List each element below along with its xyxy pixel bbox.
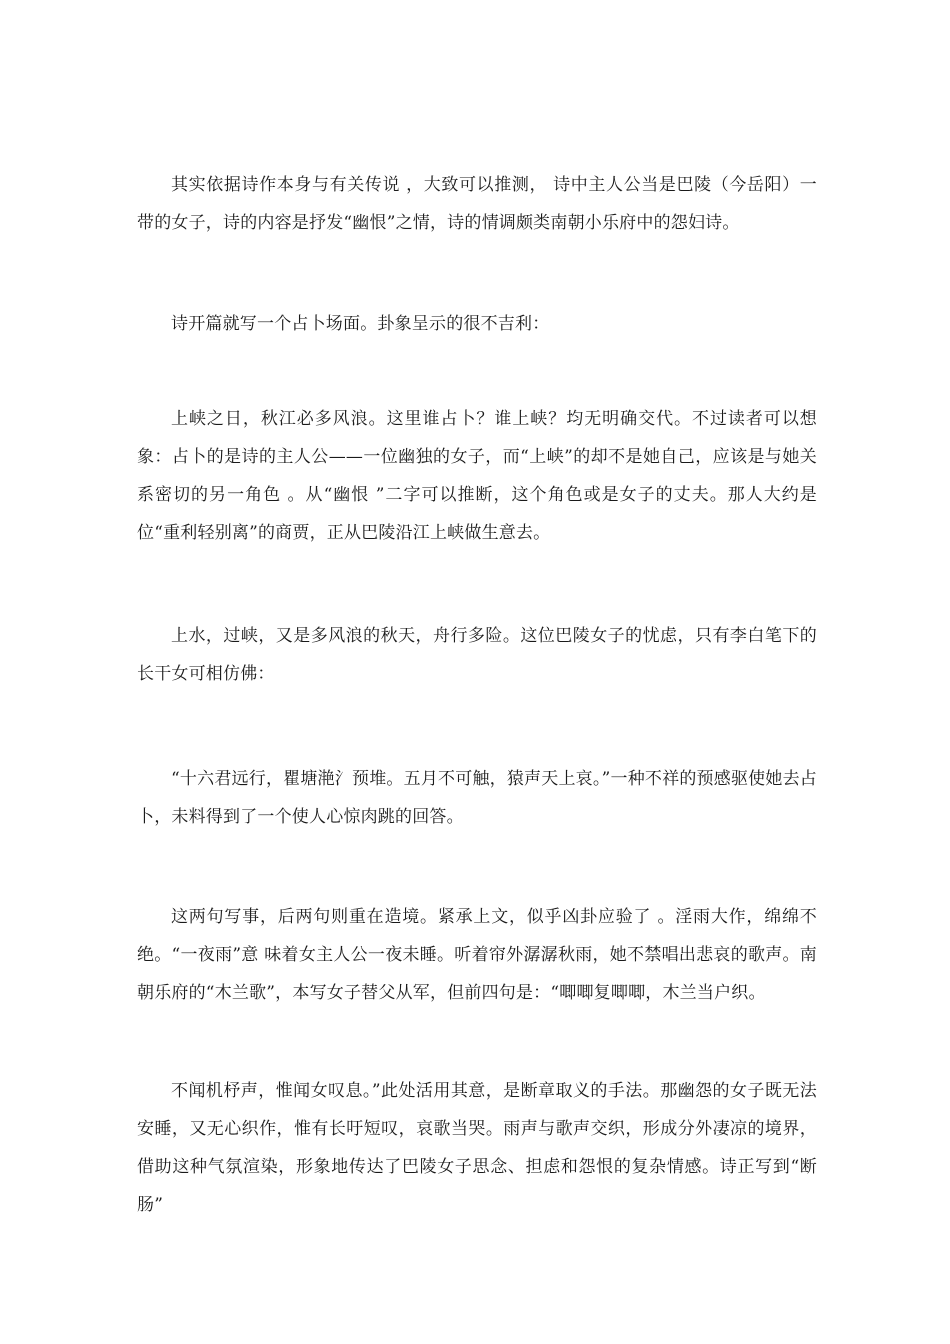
paragraph-mulan-allusion: 不闻机杼声，惟闻女叹息。”此处活用其意，是断章取义的手法。那幽怨的女子既无法安睡，又无心织作，惟有长吁短叹，哀歌当哭。雨声与歌声交织，形成分外凄凉的境界，借助这种气氛渲染，形象地传达了巴陵女子思念、担虑和怨恨的复杂情感。诗正写到“断肠” bbox=[137, 1081, 817, 1215]
paragraph-upstream-danger: 上水，过峡，又是多风浪的秋天，舟行多险。这位巴陵女子的忧虑，只有李白笔下的长干女可相仿佛： bbox=[137, 626, 817, 684]
paragraph-divination-intro: 诗开篇就写一个占卜场面。卦象呈示的很不吉利： bbox=[171, 314, 550, 334]
paragraph-gorge-journey: 上峡之日，秋江必多风浪。这里谁占卜？谁上峡？均无明确交代。不过读者可以想象：占卜的是诗的主人公——一位幽独的女子，而“上峡”的却不是她自己，应该是与她关系密切的另一角色 。从“幽恨 ”二字可以推断，这个角色或是女子的丈夫。那人大约是位“重利轻别离”的商贾，正从巴陵沿江上峡做生意去。 bbox=[137, 409, 817, 543]
paragraph-li-bai-quote: “十六君远行，瞿塘滟氵预堆。五月不可触，猿声天上哀。”一种不祥的预感驱使她去占卜，未料得到了一个使人心惊肉跳的回答。 bbox=[137, 769, 817, 827]
paragraph-rain-scene: 这两句写事，后两句则重在造境。紧承上文，似乎凶卦应验了 。淫雨大作，绵绵不绝。“一夜雨”意 味着女主人公一夜未睡。听着帘外潺潺秋雨，她不禁唱出悲哀的歌声。南朝乐府的“木兰歌”，本写女子替父从军，但前四句是：“唧唧复唧唧，木兰当户织。 bbox=[137, 907, 817, 1003]
paragraph-context: 其实依据诗作本身与有关传说 ，大致可以推测， 诗中主人公当是巴陵（今岳阳）一带的女子，诗的内容是抒发“幽恨”之情，诗的情调颇类南朝小乐府中的怨妇诗。 bbox=[137, 175, 817, 233]
